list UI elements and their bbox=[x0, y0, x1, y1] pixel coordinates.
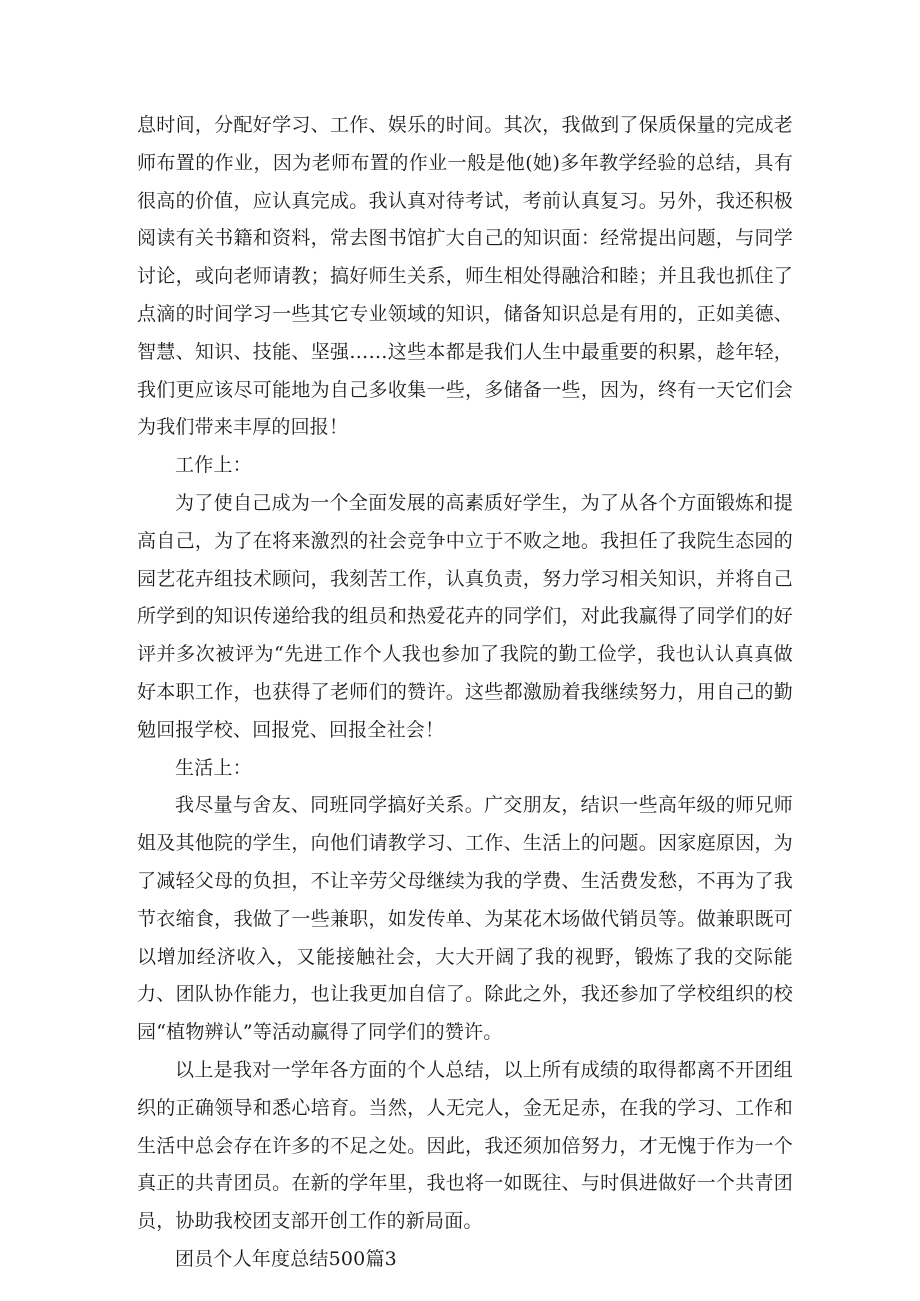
section-heading-work: 工作上： bbox=[175, 454, 252, 477]
paragraph-study-continued: 息时间，分配好学习、工作、娱乐的时间。其次，我做到了保质保量的完成老师布置的作业，因为老师布置的作业一般是他(她)多年教学经验的总结，具有很高的价值，应认真完成。我认真对待考试，考前认真复习。另外，我还积极阅读有关书籍和资料，常去图书馆扩大自己的知识面：经常提出问题，与同学讨论，或向老师请教；搞好师生关系，师生相处得融洽和睦；并且我也抓住了点滴的时间学习一些其它专业领域的知识，储备知识总是有用的，正如美德、智慧、知识、技能、坚强……这些本都是我们人生中最重要的积累，趁年轻，我们更应该尽可能地为自己多收集一些，多储备一些，因为，终有一天它们会为我们带来丰厚的回报！ bbox=[137, 114, 793, 439]
paragraph-work: 为了使自己成为一个全面发展的高素质好学生，为了从各个方面锻炼和提高自己，为了在将来激烈的社会竞争中立于不败之地。我担任了我院生态园的园艺花卉组技术顾问，我刻苦工作，认真负责，努力学习相关知识，并将自己所学到的知识传递给我的组员和热爱花卉的同学们，对此我赢得了同学们的好评并多次被评为“先进工作个人我也参加了我院的勤工俭学，我也认认真真做好本职工作，也获得了老师们的赞许。这些都激励着我继续努力，用自己的勤勉回报学校、回报党、回报全社会！ bbox=[137, 491, 793, 741]
next-article-title: 团员个人年度总结500篇3 bbox=[175, 1247, 397, 1270]
section-heading-life: 生活上： bbox=[175, 756, 252, 779]
paragraph-conclusion: 以上是我对一学年各方面的个人总结，以上所有成绩的取得都离不开团组织的正确领导和悉心培育。当然，人无完人，金无足赤，在我的学习、工作和生活中总会存在许多的不足之处。因此，我还须加倍努力，才无愧于作为一个真正的共青团员。在新的学年里，我也将一如既往、与时俱进做好一个共青团员，协助我校团支部开创工作的新局面。 bbox=[137, 1058, 793, 1233]
document-page bbox=[137, 107, 793, 1279]
paragraph-life: 我尽量与舍友、同班同学搞好关系。广交朋友，结识一些高年级的师兄师姐及其他院的学生，向他们请教学习、工作、生活上的问题。因家庭原因，为了减轻父母的负担，不让辛劳父母继续为我的学费、生活费发愁，不再为了我节衣缩食，我做了一些兼职，如发传单、为某花木场做代销员等。做兼职既可以增加经济收入，又能接触社会，大大开阔了我的视野，锻炼了我的交际能力、团队协作能力，也让我更加自信了。除此之外，我还参加了学校组织的校园“植物辨认”等活动赢得了同学们的赞许。 bbox=[137, 794, 793, 1044]
